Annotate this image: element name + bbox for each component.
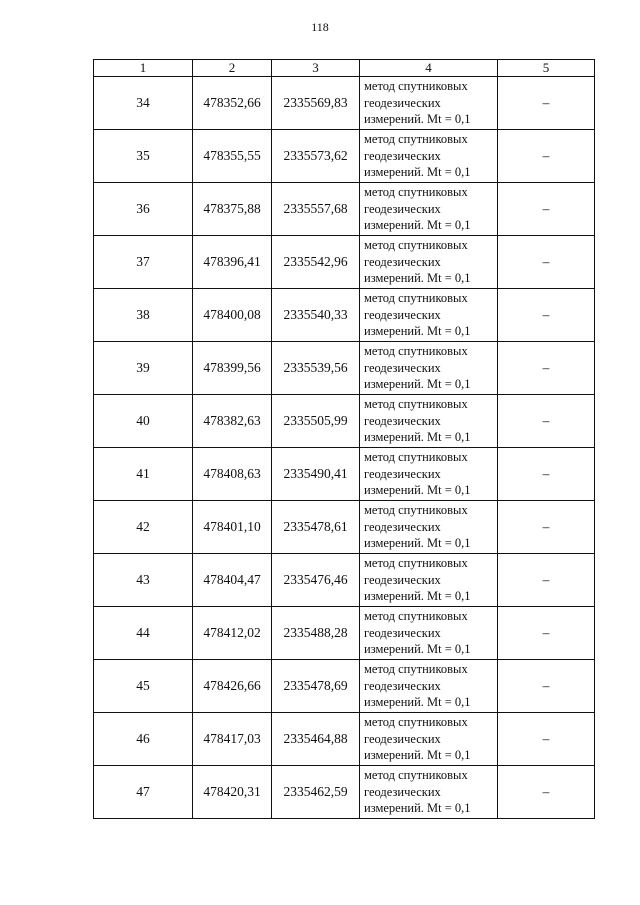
method-line: геодезических <box>364 784 441 799</box>
page-number: 118 <box>311 20 329 34</box>
method-line: геодезических <box>364 413 441 428</box>
method-line: геодезических <box>364 572 441 587</box>
point-number-cell: 37 <box>94 236 193 289</box>
method-line: измерений. Mt = 0,1 <box>364 483 471 498</box>
note-cell: – <box>498 130 595 183</box>
x-coordinate-cell: 478426,66 <box>193 660 272 713</box>
note-cell: – <box>498 183 595 236</box>
y-coordinate-cell: 2335573,62 <box>272 130 360 183</box>
method-line: измерений. Mt = 0,1 <box>364 324 471 339</box>
point-number-cell: 36 <box>94 183 193 236</box>
table-row <box>94 607 595 660</box>
point-number-cell: 34 <box>94 77 193 130</box>
point-number-cell: 38 <box>94 289 193 342</box>
method-line: метод спутниковых <box>364 715 468 730</box>
note-cell: – <box>498 766 595 819</box>
method-line: измерений. Mt = 0,1 <box>364 430 471 445</box>
x-coordinate-cell: 478399,56 <box>193 342 272 395</box>
header-col-2: 2 <box>193 60 272 77</box>
table-row <box>94 183 595 236</box>
x-coordinate-cell: 478417,03 <box>193 713 272 766</box>
x-coordinate-cell: 478412,02 <box>193 607 272 660</box>
note-cell: – <box>498 607 595 660</box>
method-line: метод спутниковых <box>364 344 468 359</box>
method-line: геодезических <box>364 625 441 640</box>
method-line: измерений. Mt = 0,1 <box>364 801 471 816</box>
method-line: метод спутниковых <box>364 503 468 518</box>
method-line: геодезических <box>364 254 441 269</box>
table-row <box>94 395 595 448</box>
method-line: геодезических <box>364 466 441 481</box>
method-line: геодезических <box>364 678 441 693</box>
note-cell: – <box>498 236 595 289</box>
header-col-4: 4 <box>360 60 498 77</box>
method-line: геодезических <box>364 360 441 375</box>
point-number-cell: 46 <box>94 713 193 766</box>
header-col-5: 5 <box>498 60 595 77</box>
y-coordinate-cell: 2335540,33 <box>272 289 360 342</box>
method-line: измерений. Mt = 0,1 <box>364 748 471 763</box>
method-cell <box>360 395 498 448</box>
method-line: метод спутниковых <box>364 185 468 200</box>
method-cell <box>360 77 498 130</box>
x-coordinate-cell: 478396,41 <box>193 236 272 289</box>
table-row <box>94 554 595 607</box>
y-coordinate-cell: 2335476,46 <box>272 554 360 607</box>
x-coordinate-cell: 478375,88 <box>193 183 272 236</box>
table-row <box>94 766 595 819</box>
method-line: измерений. Mt = 0,1 <box>364 165 471 180</box>
table-row <box>94 342 595 395</box>
y-coordinate-cell: 2335462,59 <box>272 766 360 819</box>
point-number-cell: 39 <box>94 342 193 395</box>
method-line: метод спутниковых <box>364 397 468 412</box>
method-line: измерений. Mt = 0,1 <box>364 642 471 657</box>
note-cell: – <box>498 713 595 766</box>
method-line: метод спутниковых <box>364 132 468 147</box>
method-line: метод спутниковых <box>364 662 468 677</box>
method-cell <box>360 554 498 607</box>
note-cell: – <box>498 289 595 342</box>
note-cell: – <box>498 395 595 448</box>
y-coordinate-cell: 2335478,61 <box>272 501 360 554</box>
x-coordinate-cell: 478404,47 <box>193 554 272 607</box>
method-line: геодезических <box>364 519 441 534</box>
method-cell <box>360 607 498 660</box>
note-cell: – <box>498 660 595 713</box>
header-col-1: 1 <box>94 60 193 77</box>
point-number-cell: 43 <box>94 554 193 607</box>
method-cell <box>360 130 498 183</box>
method-line: измерений. Mt = 0,1 <box>364 112 471 127</box>
method-line: геодезических <box>364 307 441 322</box>
method-cell <box>360 766 498 819</box>
note-cell: – <box>498 501 595 554</box>
y-coordinate-cell: 2335490,41 <box>272 448 360 501</box>
y-coordinate-cell: 2335488,28 <box>272 607 360 660</box>
y-coordinate-cell: 2335505,99 <box>272 395 360 448</box>
method-line: измерений. Mt = 0,1 <box>364 271 471 286</box>
point-number-cell: 47 <box>94 766 193 819</box>
method-line: метод спутниковых <box>364 609 468 624</box>
x-coordinate-cell: 478401,10 <box>193 501 272 554</box>
table-row <box>94 77 595 130</box>
method-cell <box>360 713 498 766</box>
note-cell: – <box>498 448 595 501</box>
method-cell <box>360 183 498 236</box>
table-row <box>94 660 595 713</box>
method-line: геодезических <box>364 201 441 216</box>
method-cell <box>360 660 498 713</box>
method-line: метод спутниковых <box>364 238 468 253</box>
table-row <box>94 501 595 554</box>
coordinates-table <box>93 59 595 819</box>
note-cell: – <box>498 554 595 607</box>
point-number-cell: 40 <box>94 395 193 448</box>
table-body <box>94 77 595 819</box>
x-coordinate-cell: 478382,63 <box>193 395 272 448</box>
table-row <box>94 236 595 289</box>
method-line: измерений. Mt = 0,1 <box>364 695 471 710</box>
method-line: геодезических <box>364 148 441 163</box>
method-cell <box>360 289 498 342</box>
y-coordinate-cell: 2335478,69 <box>272 660 360 713</box>
y-coordinate-cell: 2335539,56 <box>272 342 360 395</box>
x-coordinate-cell: 478408,63 <box>193 448 272 501</box>
method-line: метод спутниковых <box>364 450 468 465</box>
point-number-cell: 42 <box>94 501 193 554</box>
method-line: измерений. Mt = 0,1 <box>364 218 471 233</box>
table-row <box>94 289 595 342</box>
x-coordinate-cell: 478352,66 <box>193 77 272 130</box>
note-cell: – <box>498 77 595 130</box>
method-line: метод спутниковых <box>364 79 468 94</box>
header-row <box>94 60 595 77</box>
method-line: измерений. Mt = 0,1 <box>364 589 471 604</box>
y-coordinate-cell: 2335557,68 <box>272 183 360 236</box>
method-line: измерений. Mt = 0,1 <box>364 536 471 551</box>
method-cell <box>360 448 498 501</box>
method-line: геодезических <box>364 95 441 110</box>
point-number-cell: 44 <box>94 607 193 660</box>
x-coordinate-cell: 478355,55 <box>193 130 272 183</box>
method-line: метод спутниковых <box>364 768 468 783</box>
point-number-cell: 35 <box>94 130 193 183</box>
method-line: метод спутниковых <box>364 291 468 306</box>
y-coordinate-cell: 2335542,96 <box>272 236 360 289</box>
y-coordinate-cell: 2335464,88 <box>272 713 360 766</box>
y-coordinate-cell: 2335569,83 <box>272 77 360 130</box>
header-col-3: 3 <box>272 60 360 77</box>
x-coordinate-cell: 478400,08 <box>193 289 272 342</box>
method-line: измерений. Mt = 0,1 <box>364 377 471 392</box>
method-line: метод спутниковых <box>364 556 468 571</box>
point-number-cell: 45 <box>94 660 193 713</box>
x-coordinate-cell: 478420,31 <box>193 766 272 819</box>
table-row <box>94 448 595 501</box>
table-row <box>94 713 595 766</box>
note-cell: – <box>498 342 595 395</box>
method-line: геодезических <box>364 731 441 746</box>
table-row <box>94 130 595 183</box>
method-cell <box>360 501 498 554</box>
point-number-cell: 41 <box>94 448 193 501</box>
method-cell <box>360 236 498 289</box>
method-cell <box>360 342 498 395</box>
